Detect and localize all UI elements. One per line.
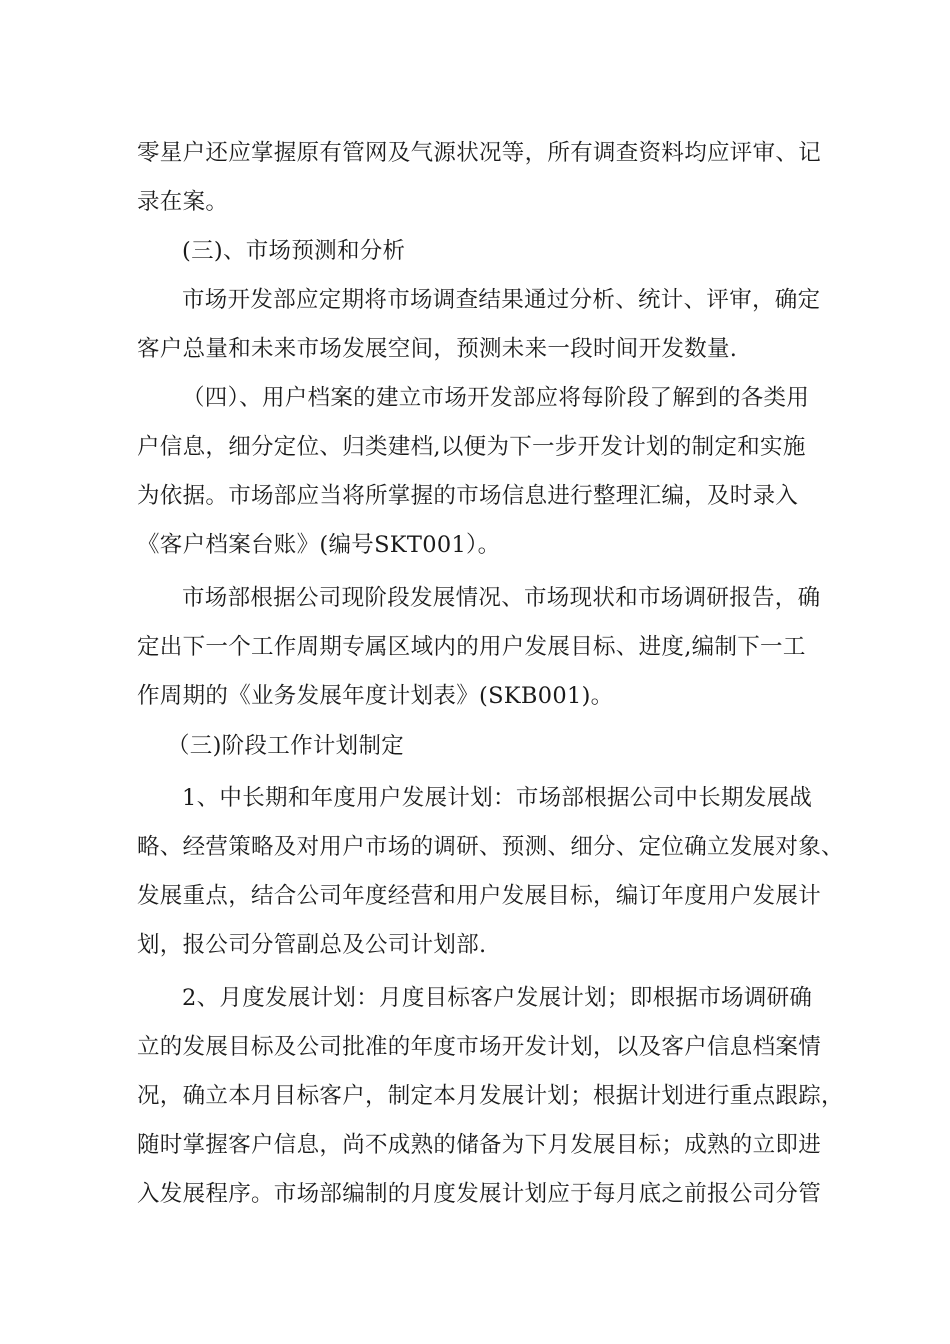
text-line: 为依据。市场部应当将所掌握的市场信息进行整理汇编，及时录入 <box>137 483 799 509</box>
text-line: 入发展程序。市场部编制的月度发展计划应于每月底之前报公司分管 <box>137 1181 822 1207</box>
text-line: 划，报公司分管副总及公司计划部. <box>137 932 487 958</box>
text-line: （四）、用户档案的建立市场开发部应将每阶段了解到的各类用 <box>182 385 810 411</box>
text-line: 零星户还应掌握原有管网及气源状况等，所有调查资料均应评审、记 <box>137 140 822 166</box>
text-line: 定出下一个工作周期专属区域内的用户发展目标、进度,编制下一工 <box>137 634 806 660</box>
text-line: 作周期的《业务发展年度计划表》(SKB001)。 <box>137 683 614 709</box>
text-line: 《客户档案台账》(编号SKT001）。 <box>137 532 501 558</box>
text-line: 市场部根据公司现阶段发展情况、市场现状和市场调研报告，确 <box>182 585 821 611</box>
text-line: 市场开发部应定期将市场调查结果通过分析、统计、评审，确定 <box>182 287 821 313</box>
section-heading: (三)、市场预测和分析 <box>182 238 406 264</box>
text-line: 立的发展目标及公司批准的年度市场开发计划，以及客户信息档案情 <box>137 1034 822 1060</box>
text-line: 随时掌握客户信息，尚不成熟的储备为下月发展目标；成熟的立即进 <box>137 1132 822 1158</box>
text-line: 略、经营策略及对用户市场的调研、预测、细分、定位确立发展对象、 <box>137 834 844 860</box>
text-line: 发展重点，结合公司年度经营和用户发展目标，编订年度用户发展计 <box>137 883 822 909</box>
text-line: 户信息，细分定位、归类建档,以便为下一步开发计划的制定和实施 <box>137 434 806 460</box>
text-line: 1、中长期和年度用户发展计划：市场部根据公司中长期发展战 <box>182 785 813 811</box>
section-heading: （三)阶段工作计划制定 <box>167 733 405 759</box>
text-line: 况，确立本月目标客户，制定本月发展计划；根据计划进行重点跟踪， <box>137 1083 844 1109</box>
text-line: 2、月度发展计划：月度目标客户发展计划；即根据市场调研确 <box>182 985 813 1011</box>
text-line: 客户总量和未来市场发展空间，预测未来一段时间开发数量. <box>137 336 738 362</box>
text-line: 录在案。 <box>137 189 229 215</box>
